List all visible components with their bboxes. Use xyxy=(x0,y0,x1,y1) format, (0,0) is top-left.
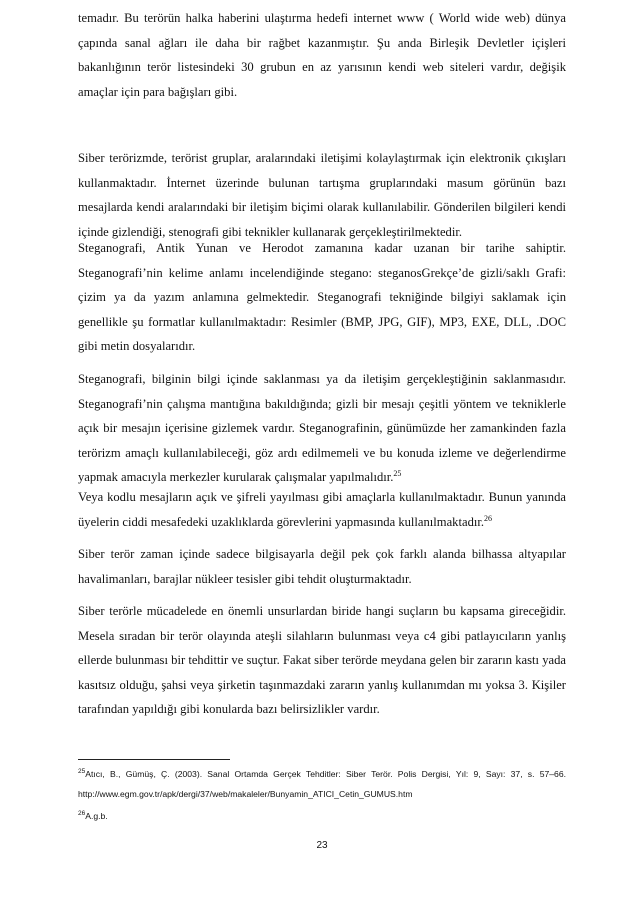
footnote-26 xyxy=(78,806,566,826)
footnote-text: A.g.b. xyxy=(85,811,108,821)
footnote-ref-25[interactable]: 25 xyxy=(393,469,402,479)
footnote-ref-26[interactable]: 26 xyxy=(484,513,493,523)
page-number: 23 xyxy=(316,840,328,851)
footnote-mark: 26 xyxy=(78,810,86,818)
paragraph-4: Steganografi, bilginin bilgi içinde saklanması ya da iletişim gerçekleştiğinin saklanmasıdır. Steganografi’nin çalışma mantığına bakıldığında; gizli bir mesajı çeşitli yöntem ve tekniklerle açık bir mesajın içerisine gizlemek vardır. Steganografinin, günümüzde her zamankinden fazla terörizm amaçlı kullanılabileceği, göz ardı edilmemeli ve bu konuda izleme ve değerlendirme yapmak amacıyla merkezler kurularak çalışmalar yapılmalıdır.$^{25}$ xyxy=(78,372,566,485)
paragraph-5: Veya kodlu mesajların açık ve şifreli yayılması gibi amaçlarla kullanılmaktadır. Bunun yanında üyelerin ciddi mesafedeki uzaklıklarda görevlerini yapmasında kullanılmaktadır.$^{26}$ xyxy=(78,490,566,529)
paragraph-3: Steganografi, Antik Yunan ve Herodot zamanına kadar uzanan bir tarihe sahiptir. Steganografi’nin kelime anlamı incelendiğinde stegano: steganosGrekçe’de gizli/saklı Grafi: çizim ya da yazım anlamına gelmektedir. Steganografi tekniğinde bilgiyi saklamak için genellikle şu formatlar kullanılmaktadır: Resimler (BMP, JPG, GIF), MP3, EXE, DLL, .DOC gibi metin dosyalarıdır. xyxy=(78,241,566,354)
footnote-25 xyxy=(78,764,566,804)
footnote-mark: 25 xyxy=(78,768,86,776)
paragraph-2: Siber terörizmde, terörist gruplar, aralarındaki iletişimi kolaylaştırmak için elektronik çıkışları kullanmaktadır. İnternet üzerinde bulunan tartışma gruplarındaki masum görünün bazı mesajlarda kendi aralarındaki bir iletişim biçimi olarak kullanılabilir. Gönderilen bilgileri kendi içinde gizlendiği, stenografi gibi teknikler kullanarak gerçekleştirilmektedir. xyxy=(78,151,566,239)
document-page xyxy=(78,0,566,903)
paragraph-7: Siber terörle mücadelede en önemli unsurlardan biride hangi suçların bu kapsama gireceğidir. Mesela sıradan bir terör olayında ateşli silahların bulunması veya c4 gibi patlayıcıların yanlış ellerde bulunması bir tehdittir ve suçtur. Fakat siber terörde meydana gelen bir zararın kastı yada kasıtsız olduğu, şahsi veya şirketin taşınmazdaki zararın yanlış kullanımdan mı yoksa 3. Kişiler tarafından yapıldığı gibi konularda bazı belirsizlikler vardır. xyxy=(78,604,566,717)
paragraph-6: Siber terör zaman içinde sadece bilgisayarla değil pek çok farklı alanda bilhassa altyapılar havalimanları, barajlar nükleer tesisler gibi tehdit oluşturmaktadır. xyxy=(78,547,566,586)
footnote-text: Atıcı, B., Gümüş, Ç. (2003). Sanal Ortamda Gerçek Tehditler: Siber Terör. Polis Dergisi, Yıl: 9, Sayı: 37, s. 57–66. http://www.egm.gov.tr/apk/dergi/37/web/makaleler/Bunyamin_ATICI_Cetin_GUMUS.htm xyxy=(78,769,566,799)
footnote-separator xyxy=(78,759,230,760)
paragraph-1: temadır. Bu terörün halka haberini ulaştırma hedefi internet www ( World wide web) dünya çapında sanal ağları ile daha bir rağbet kazanmıştır. Şu anda Birleşik Devletler içişleri bakanlığının terör listesindeki 30 grubun en az yarısının kendi web siteleri vardır, değişik amaçlar için para bağışları gibi. xyxy=(78,11,566,99)
